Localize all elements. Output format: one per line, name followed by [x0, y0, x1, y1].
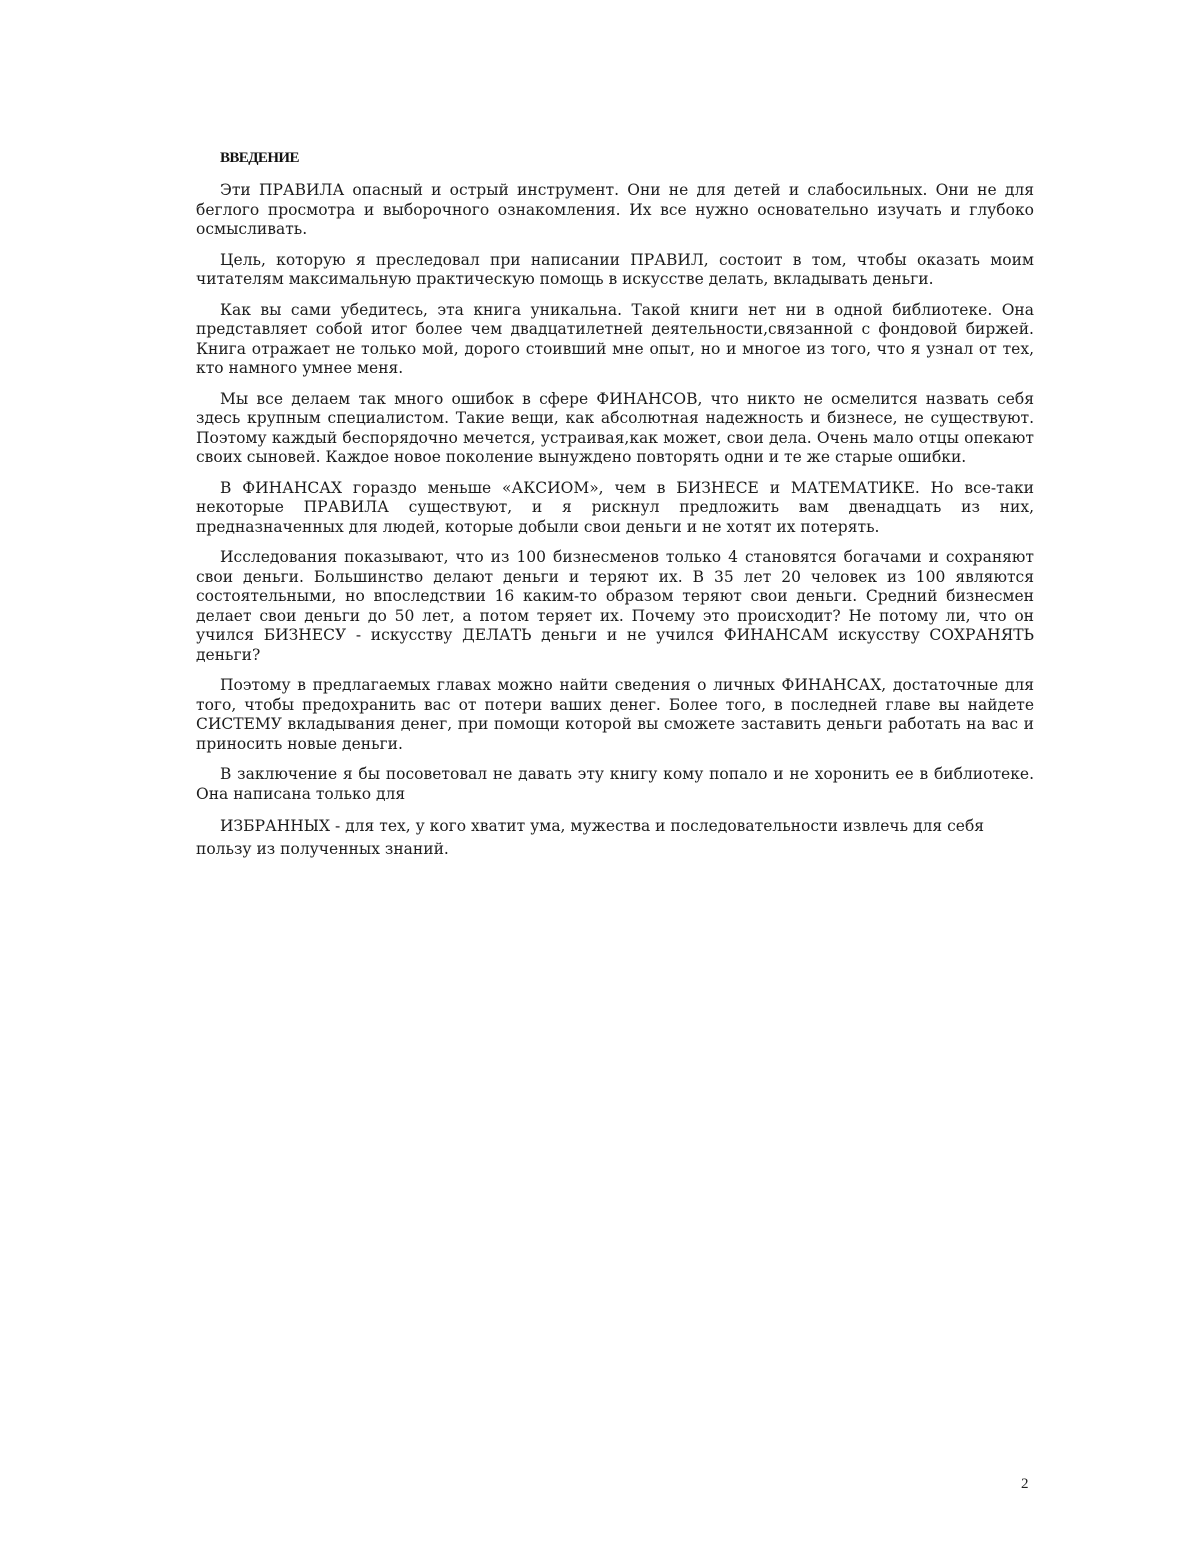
- paragraph: В ФИНАНСАХ гораздо меньше «АКСИОМ», чем в БИЗНЕСЕ и МАТЕМАТИКЕ. Но все-таки некоторые ПРАВИЛА существуют, и я рискнул предложить вам двенадцать из них, предназначенных для людей, которые добыли свои деньги и не хотят их потерять.: [196, 478, 1034, 536]
- paragraph: Эти ПРАВИЛА опасный и острый инструмент. Они не для детей и слабосильных. Они не для беглого просмотра и выборочного ознакомления. Их все нужно основательно изучать и глубоко осмысливать.: [196, 181, 1034, 238]
- section-heading: ВВЕДЕНИЕ: [220, 150, 299, 166]
- paragraph: Цель, которую я преследовал при написании ПРАВИЛ, состоит в том, чтобы оказать моим читателям максимальную практическую помощь в искусстве делать, вкладывать деньги.: [196, 250, 1034, 288]
- closing-paragraph: ИЗБРАННЫХ - для тех, у кого хватит ума, мужества и последовательности извлечь для себя пользу из полученных знаний.: [196, 817, 985, 858]
- paragraph: Поэтому в предлагаемых главах можно найти сведения о личных ФИНАНСАХ, достаточные для того, чтобы предохранить вас от потери ваших денег. Более того, в последней главе вы найдете СИСТЕМУ вкладывания денег, при помощи которой вы сможете заставить деньги работать на вас и приносить новые деньги.: [196, 676, 1034, 753]
- paragraph: Мы все делаем так много ошибок в сфере ФИНАНСОВ, что никто не осмелится назвать себя здесь крупным специалистом. Такие вещи, как абсолютная надежность и бизнесе, не существуют. Поэтому каждый беспорядочно мечется, устраивая,как может, свои дела. Очень мало отцы опекают своих сыновей. Каждое новое поколение вынуждено повторять одни и те же старые ошибки.: [196, 389, 1034, 466]
- page-number: 2: [1021, 1476, 1029, 1492]
- document-body: [196, 150, 1034, 872]
- paragraph: Исследования показывают, что из 100 бизнесменов только 4 становятся богачами и сохраняют свои деньги. Большинство делают деньги и теряют их. В 35 лет 20 человек из 100 являются состоятельными, но впоследствии 16 каким-то образом теряют свои деньги. Средний бизнесмен делает свои деньги до 50 лет, а потом теряет их. Почему это происходит? Не потому ли, что он учился БИЗНЕСУ - искусству ДЕЛАТЬ деньги и не учился ФИНАНСАМ искусству СОХРАНЯТЬ деньги?: [196, 548, 1034, 664]
- paragraph: В заключение я бы посоветовал не давать эту книгу кому попало и не хоронить ее в библиотеке. Она написана только для: [196, 765, 1034, 803]
- paragraph: Как вы сами убедитесь, эта книга уникальна. Такой книги нет ни в одной библиотеке. Она представляет собой итог более чем двадцатилетней деятельности,связанной с фондовой биржей. Книга отражает не только мой, дорого стоивший мне опыт, но и многое из того, что я узнал от тех, кто намного умнее меня.: [196, 300, 1034, 377]
